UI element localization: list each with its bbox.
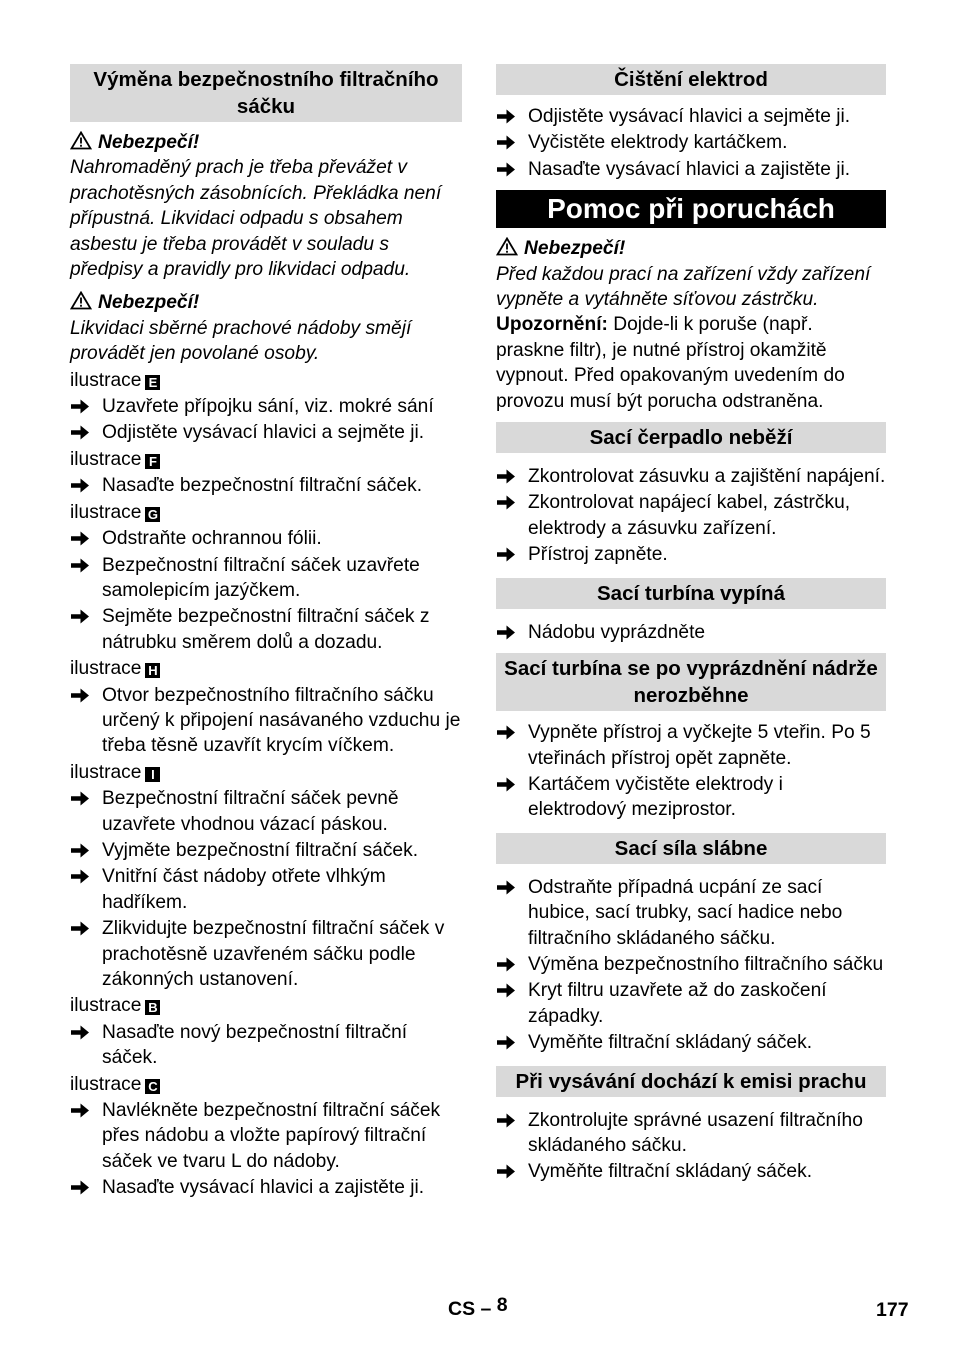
arrow-right-icon: [70, 398, 90, 415]
danger-notice: [70, 290, 462, 315]
step-item: [496, 157, 886, 182]
arrow-right-icon: [496, 879, 516, 896]
arrow-right-icon: [70, 920, 90, 937]
section-heading-dust-emission: Při vysávání dochází k emisi prachu: [496, 1066, 886, 1097]
illustration-ref: ilustrace E: [70, 368, 462, 393]
arrow-right-icon: [496, 982, 516, 999]
arrow-right-icon: [70, 1102, 90, 1119]
step-text: Uzavřete přípojku sání, viz. mokré sání: [102, 396, 434, 418]
step-item: [496, 720, 886, 771]
section-heading-turbine-restart: Sací turbína se po vyprázdnění nádrže nerozběhne: [496, 653, 886, 711]
section-heading-filter-bag: Výměna bezpečnostního filtračního sáčku: [70, 64, 462, 122]
step-text: Zkontrolovat napájecí kabel, zástrčku, elektrody a zásuvku zařízení.: [528, 492, 851, 539]
arrow-right-icon: [70, 477, 90, 494]
step-list: [70, 683, 462, 759]
step-text: Zkontrolujte správné usazení filtračního skládaného sáčku.: [528, 1109, 863, 1156]
arrow-right-icon: [496, 724, 516, 741]
arrow-right-icon: [496, 1163, 516, 1180]
arrow-right-icon: [496, 624, 516, 641]
arrow-right-icon: [70, 842, 90, 859]
arrow-right-icon: [70, 608, 90, 625]
danger-label: Nebezpečí!: [98, 132, 200, 153]
step-item: [70, 1020, 462, 1071]
arrow-right-icon: [496, 108, 516, 125]
step-item: [70, 394, 462, 419]
step-list: [70, 473, 462, 498]
danger-notice: [496, 236, 886, 261]
left-column: [70, 64, 462, 1201]
arrow-right-icon: [70, 557, 90, 574]
step-item: [70, 420, 462, 445]
illustration-ref: ilustrace G: [70, 500, 462, 525]
step-text: Bezpečnostní filtrační sáček pevně uzavřete vhodnou vázací páskou.: [102, 788, 399, 835]
step-text: Vyčistěte elektrody kartáčkem.: [528, 132, 788, 154]
arrow-right-icon: [496, 546, 516, 563]
step-text: Výměna bezpečnostního filtračního sáčku: [528, 953, 884, 975]
step-item: [496, 104, 886, 129]
step-text: Nasaďte vysávací hlavici a zajistěte ji.: [102, 1177, 425, 1199]
warning-triangle-icon: [70, 291, 92, 310]
illustration-letter-badge: F: [145, 454, 160, 469]
step-item: [496, 772, 886, 823]
illustration-ref: ilustrace C: [70, 1072, 462, 1097]
arrow-right-icon: [496, 776, 516, 793]
step-text: Nasaďte bezpečnostní filtrační sáček.: [102, 475, 423, 497]
step-text: Kartáčem vyčistěte elektrody i elektrodový meziprostor.: [528, 773, 783, 821]
right-column: [496, 64, 886, 1185]
step-item: [70, 526, 462, 551]
step-text: Vyměňte filtrační skládaný sáček.: [528, 1032, 813, 1054]
step-item: [70, 786, 462, 837]
illustration-letter-badge: B: [145, 1000, 160, 1015]
illustration-letter-badge: E: [145, 375, 160, 390]
step-item: [496, 1108, 886, 1159]
step-text: Vnitřní část nádoby otřete vlhkým hadříkem.: [102, 866, 386, 913]
step-text: Vypněte přístroj a vyčkejte 5 vteřin. Po 5 vteřinách přístroj opět zapněte.: [528, 722, 871, 769]
step-list: [70, 1020, 462, 1071]
step-list: [496, 1108, 886, 1185]
step-item: [496, 875, 886, 951]
step-item: [496, 1159, 886, 1184]
step-text: Odstraňte případná ucpání ze sací hubice, sací trubky, sací hadice nebo filtračního skládaného sáčku.: [528, 876, 843, 949]
step-item: [496, 490, 886, 541]
step-text: Nasaďte vysávací hlavici a zajistěte ji.: [528, 158, 851, 180]
step-text: Vyměňte filtrační skládaný sáček.: [528, 1161, 813, 1183]
step-item: [70, 683, 462, 759]
step-text: Zkontrolovat zásuvku a zajištění napájení.: [528, 466, 886, 488]
step-text: Kryt filtru uzavřete až do zaskočení západky.: [528, 980, 827, 1027]
step-list: [496, 720, 886, 823]
step-text: Bezpečnostní filtrační sáček uzavřete samolepicím jazýčkem.: [102, 554, 420, 601]
danger-text: Likvidaci sběrné prachové nádoby smějí provádět jen povolané osoby.: [70, 317, 412, 365]
step-list: [496, 875, 886, 1056]
illustration-letter-badge: C: [145, 1079, 160, 1094]
step-list: [70, 394, 462, 446]
illustration-letter-badge: H: [145, 663, 160, 678]
step-item: [70, 1175, 462, 1200]
arrow-right-icon: [70, 424, 90, 441]
step-item: [496, 952, 886, 977]
illustration-letter-badge: I: [145, 767, 160, 782]
illustration-letter-badge: G: [145, 507, 160, 522]
step-item: [496, 978, 886, 1029]
step-list: [496, 620, 886, 645]
danger-text: Před každou prací na zařízení vždy zařízení vypněte a vytáhněte síťovou zástrčku.: [496, 263, 871, 311]
step-item: [70, 864, 462, 915]
arrow-right-icon: [496, 1034, 516, 1051]
step-list: [70, 526, 462, 655]
step-text: Odjistěte vysávací hlavici a sejměte ji.: [528, 106, 851, 127]
section-heading-electrodes: Čištění elektrod: [496, 64, 886, 95]
step-text: Otvor bezpečnostního filtračního sáčku určený k připojení nasávaného vzduchu je třeba těsně uzavřít krycím víčkem.: [102, 684, 461, 757]
step-list: [70, 1098, 462, 1201]
step-item: [70, 553, 462, 604]
illustration-ref: ilustrace F: [70, 447, 462, 472]
danger-notice: [70, 130, 462, 155]
arrow-right-icon: [70, 1179, 90, 1196]
chapter-heading-troubleshooting: Pomoc při poruchách: [496, 190, 886, 228]
note-text: Upozornění: Dojde-li k poruše (např. praskne filtr), je nutné přístroj okamžitě vypnout. Před opakovaným uvedením do provozu musí být porucha odstraněna.: [496, 314, 845, 412]
danger-label: Nebezpečí!: [98, 292, 200, 314]
note-label: Upozornění:: [496, 314, 608, 336]
section-heading-turbine-off: Sací turbína vypíná: [496, 578, 886, 609]
arrow-right-icon: [496, 134, 516, 151]
step-text: Nasaďte nový bezpečnostní filtrační sáček.: [102, 1021, 408, 1069]
step-item: [496, 620, 886, 645]
danger-label: Nebezpečí!: [524, 238, 626, 260]
arrow-right-icon: [70, 868, 90, 885]
step-text: Nádobu vyprázdněte: [528, 621, 706, 643]
arrow-right-icon: [496, 161, 516, 178]
step-list: [496, 104, 886, 182]
step-text: Odstraňte ochrannou fólii.: [102, 528, 322, 550]
step-text: Zlikvidujte bezpečnostní filtrační sáček v prachotěsně uzavřeném sáčku podle zákonných ustanovení.: [102, 918, 445, 990]
arrow-right-icon: [70, 530, 90, 547]
step-item: [70, 604, 462, 655]
step-list: [70, 786, 462, 992]
step-text: Vyjměte bezpečnostní filtrační sáček.: [102, 839, 419, 861]
arrow-right-icon: [70, 687, 90, 704]
step-item: [496, 1030, 886, 1055]
arrow-right-icon: [70, 790, 90, 807]
step-item: [70, 838, 462, 863]
arrow-right-icon: [496, 494, 516, 511]
arrow-right-icon: [496, 1112, 516, 1129]
step-item: [70, 916, 462, 992]
section-heading-pump: Sací čerpadlo neběží: [496, 422, 886, 453]
illustration-ref: ilustrace H: [70, 656, 462, 681]
warning-triangle-icon: [496, 237, 518, 256]
step-text: Přístroj zapněte.: [528, 544, 668, 566]
step-text: Navlékněte bezpečnostní filtrační sáček přes nádobu a vložte papírový filtrační sáček ve tvaru L do nádoby.: [102, 1100, 441, 1172]
arrow-right-icon: [496, 956, 516, 973]
step-item: [70, 1098, 462, 1174]
illustration-ref: ilustrace I: [70, 760, 462, 785]
warning-triangle-icon: [70, 131, 92, 150]
arrow-right-icon: [496, 468, 516, 485]
section-heading-suction-power: Sací síla slábne: [496, 833, 886, 864]
step-list: [496, 464, 886, 568]
step-text: Odjistěte vysávací hlavici a sejměte ji.: [102, 422, 425, 444]
step-item: [70, 473, 462, 498]
arrow-right-icon: [70, 1024, 90, 1041]
page-number: 177: [876, 1299, 909, 1321]
footer-section-label: CS – 8: [448, 1294, 508, 1320]
step-text: Sejměte bezpečnostní filtrační sáček z nátrubku směrem dolů a dozadu.: [102, 606, 430, 653]
step-item: [496, 130, 886, 155]
step-item: [496, 464, 886, 489]
danger-text: Nahromaděný prach je třeba převážet v prachotěsných zásobnících. Překládka není přípustná. Likvidaci odpadu s obsahem asbestu je třeba provádět v souladu s předpisy a pravidly pro likvidaci odpadu.: [70, 157, 442, 281]
step-item: [496, 542, 886, 567]
illustration-ref: ilustrace B: [70, 993, 462, 1018]
